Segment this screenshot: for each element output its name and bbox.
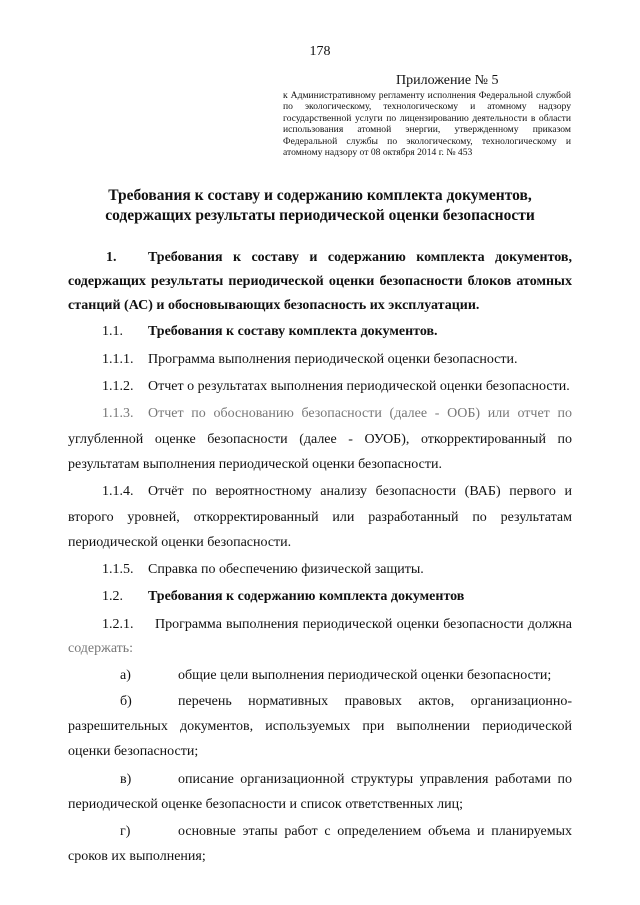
section-1-line-1: Требования к составу и содержанию комплекта документов, bbox=[148, 250, 572, 265]
section-1-1-heading: Требования к составу комплекта документов. bbox=[148, 324, 438, 339]
list-item-v-letter: в) bbox=[120, 772, 132, 787]
list-item-b-line-2: разрешительных документов, используемых при выполнении периодической bbox=[68, 719, 572, 734]
section-1-1-3-line-3: результатам выполнения периодической оценки безопасности. bbox=[68, 457, 442, 472]
list-item-a-text: общие цели выполнения периодической оценки безопасности; bbox=[178, 668, 552, 683]
section-1-1-3-number: 1.1.3. bbox=[102, 406, 134, 421]
section-1-1-4-line-3: периодической оценки безопасности. bbox=[68, 535, 292, 550]
section-1-1-number: 1.1. bbox=[102, 324, 123, 339]
section-1-line-2: содержащих результаты периодической оценки безопасности блоков атомных bbox=[68, 274, 572, 289]
page-number: 178 bbox=[309, 44, 331, 59]
section-1-2-heading: Требования к содержанию комплекта документов bbox=[148, 589, 465, 604]
section-1-1-3-line-1: Отчет по обоснованию безопасности (далее - ООБ) или отчет по bbox=[148, 406, 572, 421]
section-1-1-3-line-2: углубленной оценке безопасности (далее - ОУОБ), откорректированный по bbox=[68, 432, 572, 447]
section-1-2-number: 1.2. bbox=[102, 589, 123, 604]
section-1-1-4-line-2: второго уровней, откорректированный или разработанный по результатам bbox=[68, 510, 572, 525]
section-1-1-1-number: 1.1.1. bbox=[102, 352, 134, 367]
document-title-line-1: Требования к составу и содержанию комплекта документов, bbox=[108, 187, 532, 204]
section-1-1-5-text: Справка по обеспечению физической защиты. bbox=[148, 562, 424, 577]
section-1-1-4-number: 1.1.4. bbox=[102, 484, 134, 499]
list-item-b-line-3: оценки безопасности; bbox=[68, 744, 199, 759]
section-1-1-1-text: Программа выполнения периодической оценки безопасности. bbox=[148, 352, 518, 367]
list-item-a-letter: а) bbox=[120, 668, 131, 683]
list-item-b-letter: б) bbox=[120, 694, 132, 709]
section-1-2-1-line-2: содержать: bbox=[68, 641, 134, 656]
list-item-g-letter: г) bbox=[120, 824, 131, 839]
list-item-g-line-2: сроков их выполнения; bbox=[68, 849, 206, 864]
section-1-1-2-text: Отчет о результатах выполнения периодической оценки безопасности. bbox=[148, 379, 570, 394]
document-title bbox=[70, 186, 570, 226]
section-1-number: 1. bbox=[106, 250, 117, 265]
list-item-g-line-1: основные этапы работ с определением объема и планируемых bbox=[178, 824, 572, 839]
section-1-1-2-number: 1.1.2. bbox=[102, 379, 134, 394]
section-1-line-3: станций (АС) и обосновывающих безопасность их эксплуатации. bbox=[68, 298, 480, 313]
list-item-v-line-1: описание организационной структуры управления работами по bbox=[178, 772, 572, 787]
list-item-b-line-1: перечень нормативных правовых актов, организационно- bbox=[178, 694, 572, 709]
document-title-line-2: содержащих результаты периодической оценки безопасности bbox=[105, 207, 535, 224]
appendix-note: к Административному регламенту исполнения Федеральной службой по экологическому, технологическому и атомному надзору государственной услуги по лицензированию деятельности в области использования атомной энергии, утвержденному приказом Федеральной службы по экологическому, технологическому и атомному надзору от 08 октября 2014 г. № 453 bbox=[283, 90, 571, 159]
section-1-1-4-line-1: Отчёт по вероятностному анализу безопасности (ВАБ) первого и bbox=[148, 484, 572, 499]
section-1-2-1-number: 1.2.1. bbox=[102, 617, 134, 632]
list-item-v-line-2: периодической оценке безопасности и список ответственных лиц; bbox=[68, 797, 464, 812]
appendix-title: Приложение № 5 bbox=[396, 73, 499, 88]
section-1-2-1-line-1: Программа выполнения периодической оценки безопасности должна bbox=[155, 617, 572, 632]
section-1-1-5-number: 1.1.5. bbox=[102, 562, 134, 577]
